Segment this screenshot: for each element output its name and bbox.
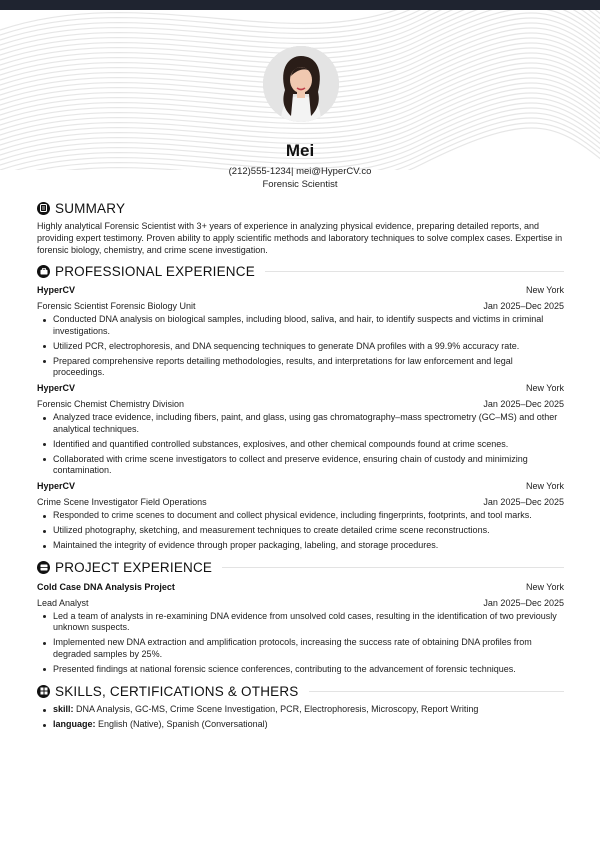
- summary-text: Highly analytical Forensic Scientist with 3+ years of experience in analyzing physical evidence, preparing detailed reports, and providing expert testimony. Proven ability to apply scientific methods and laboratory techniques to solve complex cases. Expertise in forensic biology, chemistry, and crime scene investigation.: [37, 221, 563, 255]
- avatar: [263, 46, 339, 122]
- job-role: Crime Scene Investigator Field Operations: [37, 497, 207, 507]
- grid-icon: [37, 685, 50, 698]
- project-dates: Jan 2025–Dec 2025: [483, 597, 564, 608]
- job-location: New York: [525, 383, 564, 393]
- contact-separator: |: [290, 166, 294, 177]
- job-entry: [37, 480, 564, 552]
- project-header: [37, 581, 564, 594]
- company-name: HyperCV: [37, 481, 76, 491]
- job-header: [37, 382, 564, 395]
- summary-heading: [37, 199, 564, 217]
- email: mei@HyperCV.co: [296, 166, 372, 177]
- section-title: SKILLS, CERTIFICATIONS & OTHERS: [55, 683, 299, 699]
- language-item: [37, 719, 564, 731]
- project-name: Cold Case DNA Analysis Project: [37, 581, 175, 592]
- language-label: language:: [53, 719, 96, 729]
- section-title: PROJECT EXPERIENCE: [55, 560, 213, 575]
- job-entry: [37, 382, 564, 477]
- job-bullets: [37, 510, 564, 552]
- skills-list: [37, 704, 564, 731]
- language-value: English (Native), Spanish (Conversational): [98, 719, 268, 729]
- job-header: [37, 480, 564, 493]
- contact-line: [0, 166, 600, 177]
- projects-heading: [37, 559, 564, 577]
- resume-body: [37, 197, 564, 734]
- company-name: HyperCV: [37, 383, 76, 393]
- list-item: Collaborated with crime scene investigators to collect and preserve evidence, ensuring chain of custody and minimizing contamination.: [37, 454, 564, 477]
- list-item: Analyzed trace evidence, including fibers, paint, and glass, using gas chromatography–mass spectrometry (GC–MS) and other analytical techniques.: [37, 412, 564, 435]
- briefcase-icon: [37, 265, 50, 278]
- job-entry: [37, 284, 564, 379]
- document-icon: [37, 202, 50, 215]
- job-dates: Jan 2025–Dec 2025: [483, 497, 564, 507]
- skill-item: [37, 704, 564, 716]
- skill-value: DNA Analysis, GC-MS, Crime Scene Investigation, PCR, Electrophoresis, Microscopy, Report Writing: [76, 704, 479, 714]
- section-divider: [265, 271, 564, 272]
- job-role: Forensic Chemist Chemistry Division: [37, 399, 185, 409]
- job-subheader: [37, 398, 564, 411]
- job-header: [37, 284, 564, 297]
- list-item: Conducted DNA analysis on biological samples, including blood, saliva, and hair, to identify suspects and victims in criminal investigations.: [37, 314, 564, 337]
- project-subheader: [37, 597, 564, 610]
- experience-heading: [37, 262, 564, 280]
- job-subheader: [37, 300, 564, 313]
- skill-label: skill:: [53, 704, 74, 714]
- project-icon: [37, 561, 50, 574]
- candidate-name: Mei: [285, 141, 315, 160]
- job-title: Forensic Scientist: [262, 179, 338, 190]
- list-item: Led a team of analysts in re-examining DNA evidence from unsolved cold cases, resulting in the identification of two previously unknown suspects.: [37, 611, 564, 634]
- project-entry: [37, 581, 564, 676]
- job-subheader: [37, 496, 564, 509]
- phone: (212)555-1234: [228, 166, 291, 177]
- list-item: Utilized photography, sketching, and measurement techniques to create detailed crime scene reconstructions.: [37, 525, 564, 537]
- job-dates: Jan 2025–Dec 2025: [483, 301, 564, 311]
- project-role: Lead Analyst: [37, 597, 89, 608]
- list-item: Identified and quantified controlled substances, explosives, and other chemical compounds found at crime scenes.: [37, 439, 564, 451]
- job-location: New York: [525, 285, 564, 295]
- section-divider: [222, 567, 564, 568]
- job-bullets: [37, 314, 564, 379]
- list-item: Responded to crime scenes to document and collect physical evidence, including fingerprints, footprints, and tool marks.: [37, 510, 564, 522]
- job-location: New York: [525, 481, 564, 491]
- job-role: Forensic Scientist Forensic Biology Unit: [37, 301, 196, 311]
- list-item: Utilized PCR, electrophoresis, and DNA sequencing techniques to generate DNA profiles with a 99.9% accuracy rate.: [37, 341, 564, 353]
- job-dates: Jan 2025–Dec 2025: [483, 399, 564, 409]
- section-title: SUMMARY: [55, 200, 126, 216]
- top-bar: [0, 0, 600, 10]
- project-bullets: [37, 611, 564, 676]
- section-divider: [309, 691, 565, 692]
- section-title: PROFESSIONAL EXPERIENCE: [55, 263, 255, 279]
- list-item: Implemented new DNA extraction and amplification protocols, increasing the success rate of obtaining DNA profiles from degraded samples by 25%.: [37, 637, 564, 660]
- job-bullets: [37, 412, 564, 477]
- list-item: Prepared comprehensive reports detailing methodologies, results, and interpretations for law enforcement and legal proceedings.: [37, 356, 564, 379]
- project-location: New York: [525, 581, 564, 592]
- company-name: HyperCV: [37, 285, 76, 295]
- skills-heading: [37, 682, 564, 700]
- list-item: Maintained the integrity of evidence through proper packaging, labeling, and storage procedures.: [37, 540, 564, 552]
- list-item: Presented findings at national forensic science conferences, contributing to the advancement of forensic techniques.: [37, 664, 564, 676]
